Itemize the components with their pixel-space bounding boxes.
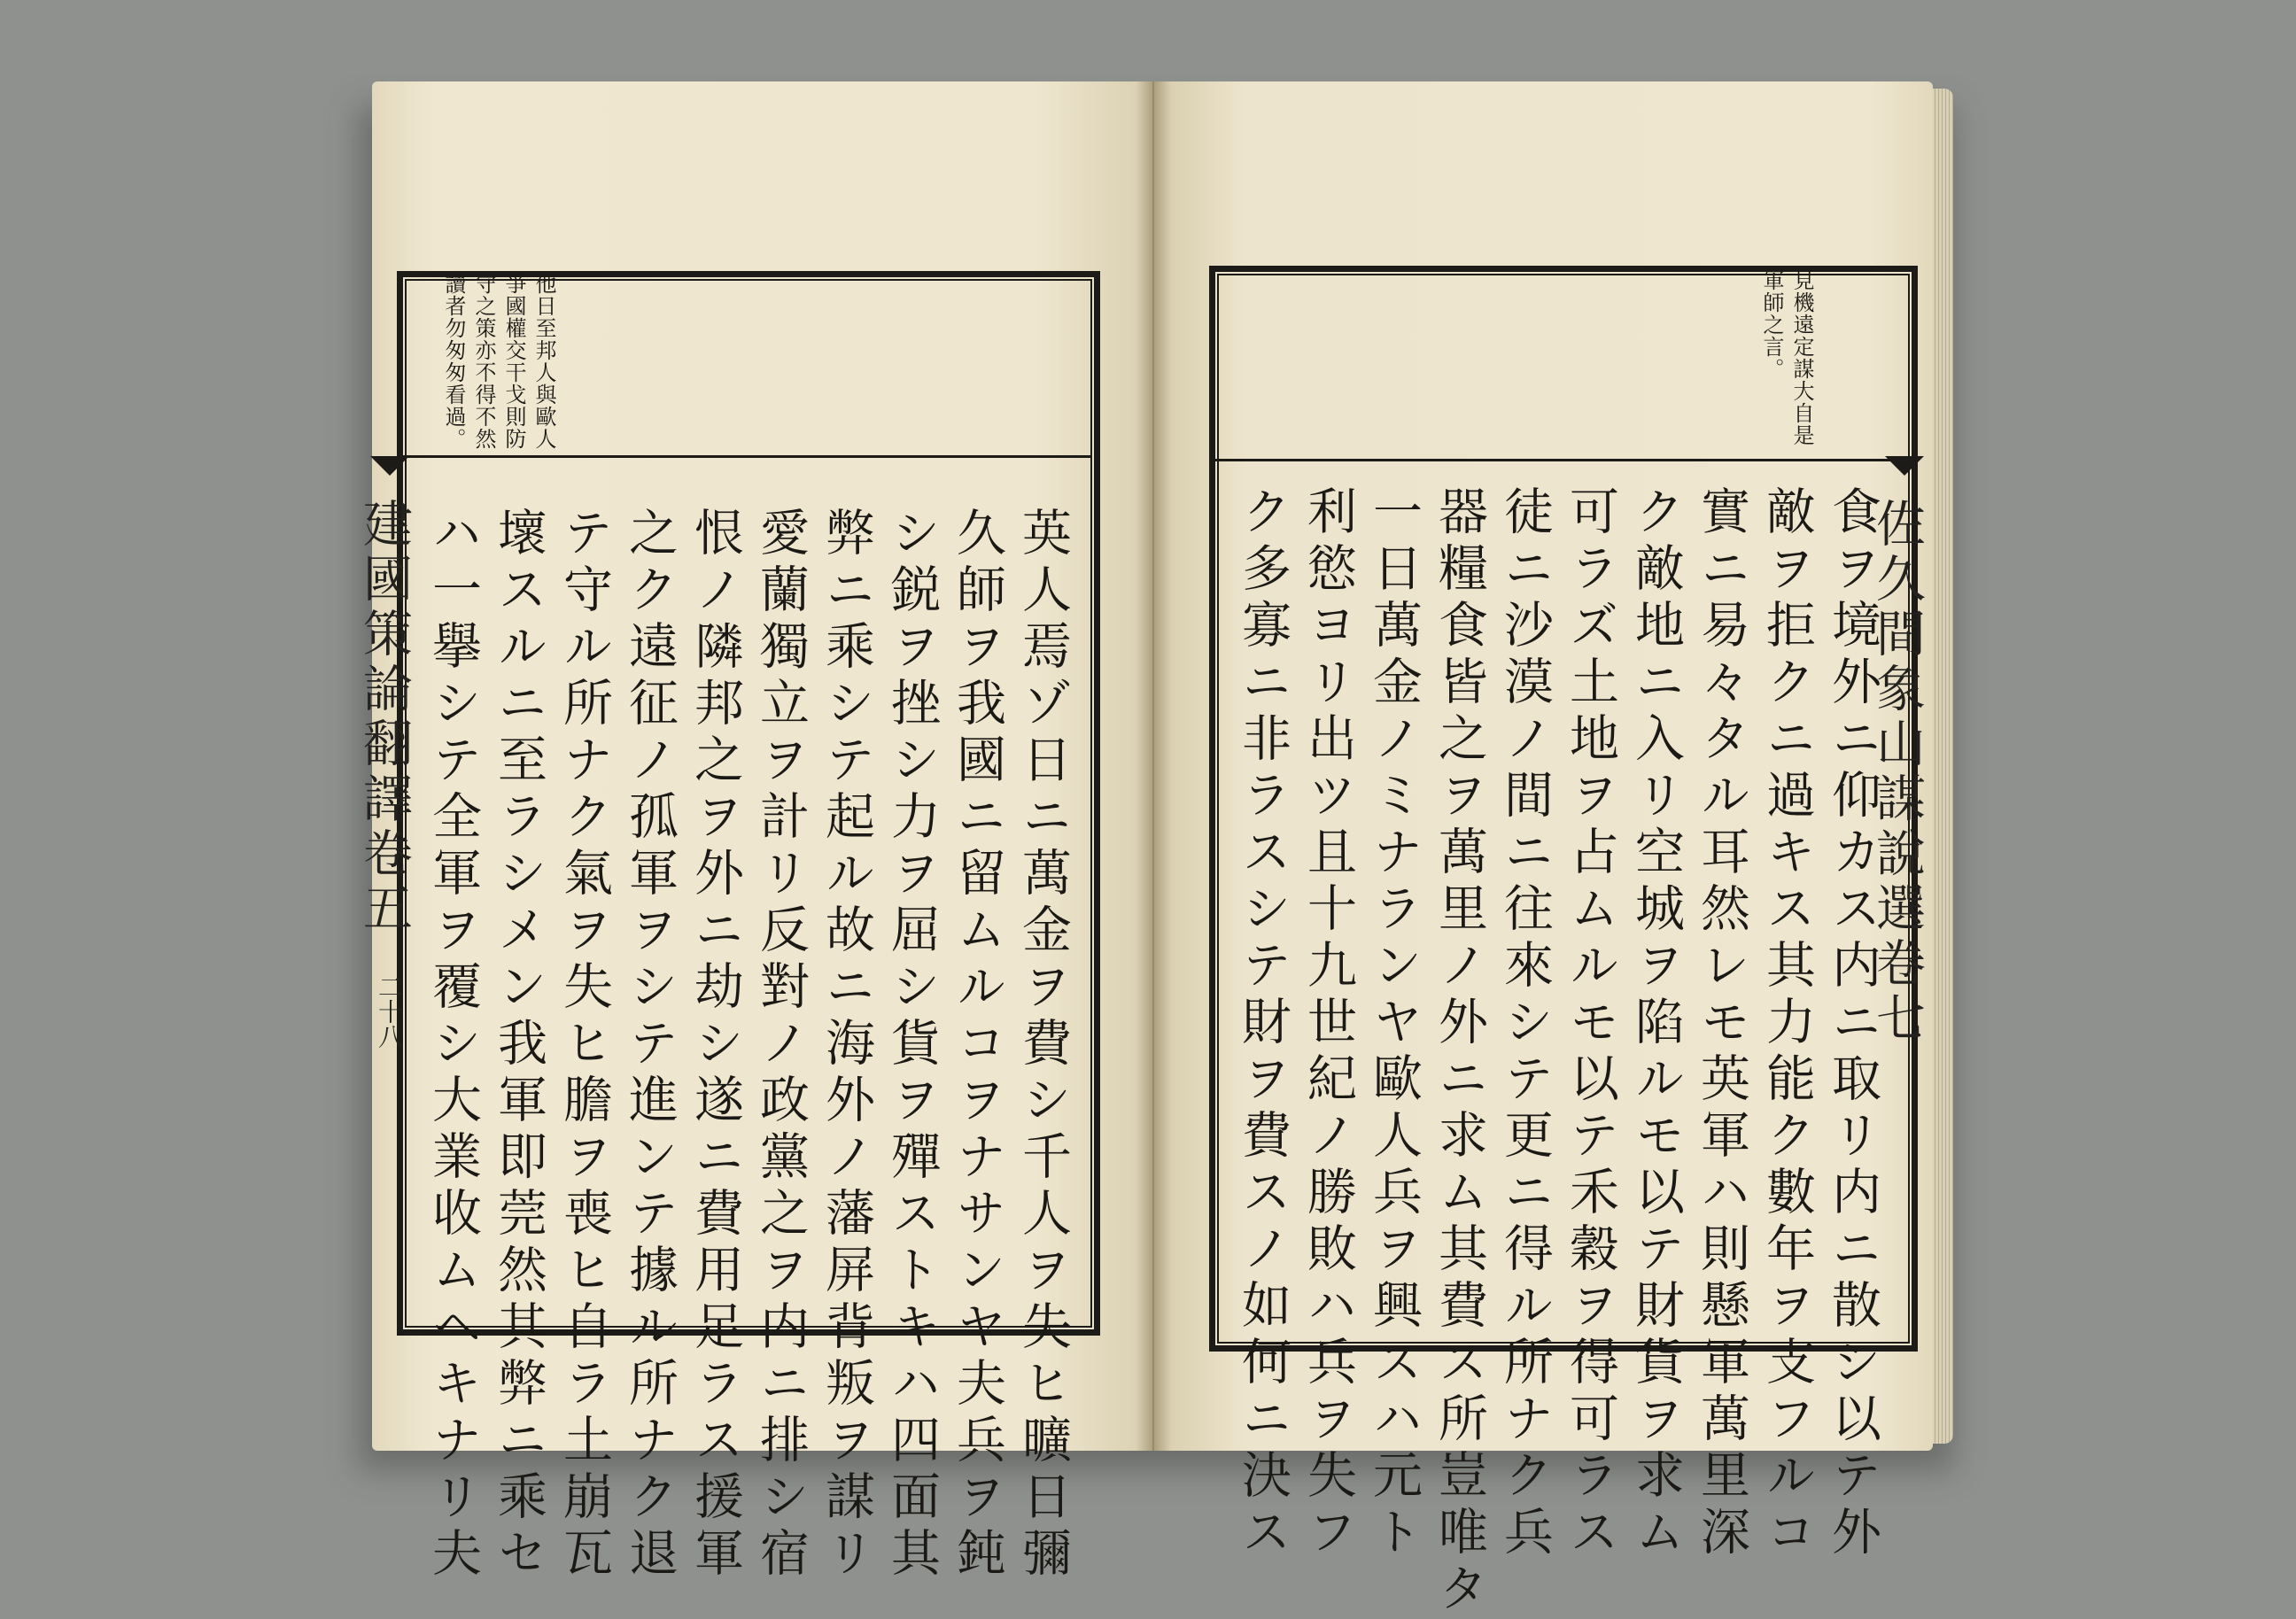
text-column: 壞スルニ至ラシメン我軍即莞然其弊ニ乘セ xyxy=(490,507,547,1584)
text-column: ク多寡ニ非ラスシテ財ヲ費スノ如何ニ決ス xyxy=(1234,485,1292,1562)
text-column: 一日萬金ノミナランヤ歐人兵ヲ興スハ元ト xyxy=(1365,485,1423,1562)
right-head-divider xyxy=(1214,459,1910,461)
left-margin-title: 建國策論翻譯卷五 xyxy=(355,498,413,937)
note-line: 爭國權交干戈則防 xyxy=(501,273,526,450)
book-gutter xyxy=(1136,81,1171,1451)
note-line: 見機遠定謀大自是 xyxy=(1789,269,1814,446)
note-line: 軍師之言。 xyxy=(1759,269,1784,380)
text-column: 英人焉ゾ日ニ萬金ヲ費シ千人ヲ失ヒ曠日彌 xyxy=(1014,507,1072,1584)
text-column: 敵ヲ拒クニ過キス其力能ク數年ヲ支フルコ xyxy=(1758,485,1816,1562)
text-column: 之ク遠征ノ孤軍ヲシテ進ンテ據ル所ナク退 xyxy=(621,507,679,1584)
text-column: テ守ル所ナク氣ヲ失ヒ膽ヲ喪ヒ自ラ土崩瓦 xyxy=(555,507,613,1584)
note-line: 他日至邦人與歐人 xyxy=(531,273,556,450)
note-line: 守之策亦不得不然 xyxy=(471,273,496,450)
left-folio: 二十八 xyxy=(375,974,404,1049)
text-column: シ鋭ヲ挫シ力ヲ屈シ貨ヲ殫ストキハ四面其 xyxy=(883,507,941,1584)
note-line: 讀者勿匆匆看過。 xyxy=(441,273,466,450)
text-column: 徒ニ沙漠ノ間ニ往來シテ更ニ得ル所ナク兵 xyxy=(1496,485,1554,1562)
text-column: ハ一擧シテ全軍ヲ覆シ大業收ムヘキナリ夫 xyxy=(424,507,482,1584)
text-column: 可ラズ土地ヲ占ムルモ以テ禾穀ヲ得可ラス xyxy=(1562,485,1619,1562)
text-column: 愛蘭獨立ヲ計リ反對ノ政黨之ヲ内ニ排シ宿 xyxy=(752,507,810,1584)
text-column: 久師ヲ我國ニ留ムルコヲナサンヤ夫兵ヲ鈍 xyxy=(949,507,1006,1584)
text-column: 恨ノ隣邦之ヲ外ニ劫シ遂ニ費用足ラス援軍 xyxy=(686,507,744,1584)
text-column: 弊ニ乘シテ起ル故ニ海外ノ藩屏背叛ヲ謀リ xyxy=(818,507,875,1584)
right-fishtail-mark xyxy=(1885,456,1924,476)
text-column: 實ニ易々タル耳然レモ英軍ハ則懸軍萬里深 xyxy=(1693,485,1750,1562)
right-margin-title: 佐久間象山謀說選卷七 xyxy=(1868,498,1926,1047)
left-fishtail-mark xyxy=(370,456,409,476)
text-column: ク敵地ニ入リ空城ヲ陷ルモ以テ財貨ヲ求ム xyxy=(1627,485,1685,1562)
text-column: 利慾ヨリ出ツ且十九世紀ノ勝敗ハ兵ヲ失フ xyxy=(1299,485,1357,1562)
left-head-divider xyxy=(400,455,1091,458)
text-column: 食ヲ境外ニ仰カス内ニ取リ内ニ散シ以テ外 xyxy=(1824,485,1881,1562)
text-column: 器糧食皆之ヲ萬里ノ外ニ求ム其費ス所豈唯タ xyxy=(1431,485,1488,1619)
